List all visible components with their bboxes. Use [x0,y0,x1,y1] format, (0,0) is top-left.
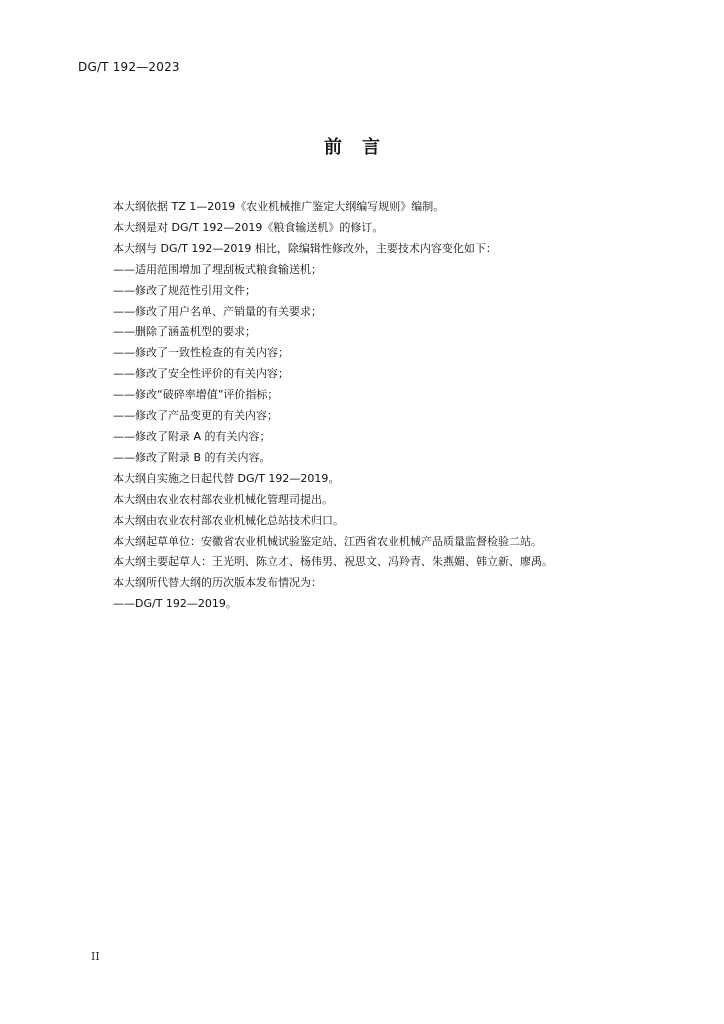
change-item: ——修改了附录 A 的有关内容； [113,429,271,443]
version-history-item: ——DG/T 192—2019。 [113,597,237,611]
paragraph-line: 本大纲所代替大纲的历次版本发布情况为： [113,576,322,590]
paragraph-line: 本大纲与 DG/T 192—2019 相比，除编辑性修改外，主要技术内容变化如下： [113,241,497,255]
change-item: ——修改了用户名单、产销量的有关要求； [113,304,322,318]
change-item: ——修改了附录 B 的有关内容。 [113,450,271,464]
change-item: ——适用范围增加了埋刮板式粮食输送机； [113,262,322,276]
change-item: ——修改“破碎率增值”评价指标； [113,388,279,402]
page-number: II [91,950,100,963]
paragraph-line: 本大纲由农业农村部农业机械化管理司提出。 [113,492,333,506]
paragraph-line: 本大纲起草单位：安徽省农业机械试验鉴定站、江西省农业机械产品质量监督检验二站。 [113,534,542,548]
change-item: ——修改了产品变更的有关内容； [113,409,278,423]
change-item: ——修改了规范性引用文件； [113,283,256,297]
foreword-body [113,197,673,615]
paragraph-line: 本大纲主要起草人：王光明、陈立才、杨伟男、祝思文、冯羚青、朱燕媚、韩立新、廖禹。 [113,555,553,569]
paragraph-line: 本大纲是对 DG/T 192—2019《粮食输送机》的修订。 [113,220,384,234]
paragraph-line: 本大纲自实施之日起代替 DG/T 192—2019。 [113,471,340,485]
paragraph-line: 本大纲依据 TZ 1—2019《农业机械推广鉴定大纲编写规则》编制。 [113,200,445,213]
change-item: ——删除了涵盖机型的要求； [113,325,256,339]
change-item: ——修改了一致性检查的有关内容； [113,346,289,360]
change-item: ——修改了安全性评价的有关内容； [113,367,289,381]
paragraph-line: 本大纲由农业农村部农业机械化总站技术归口。 [113,513,344,527]
document-code: DG/T 192—2023 [78,60,180,74]
page-title: 前言 [324,137,400,158]
